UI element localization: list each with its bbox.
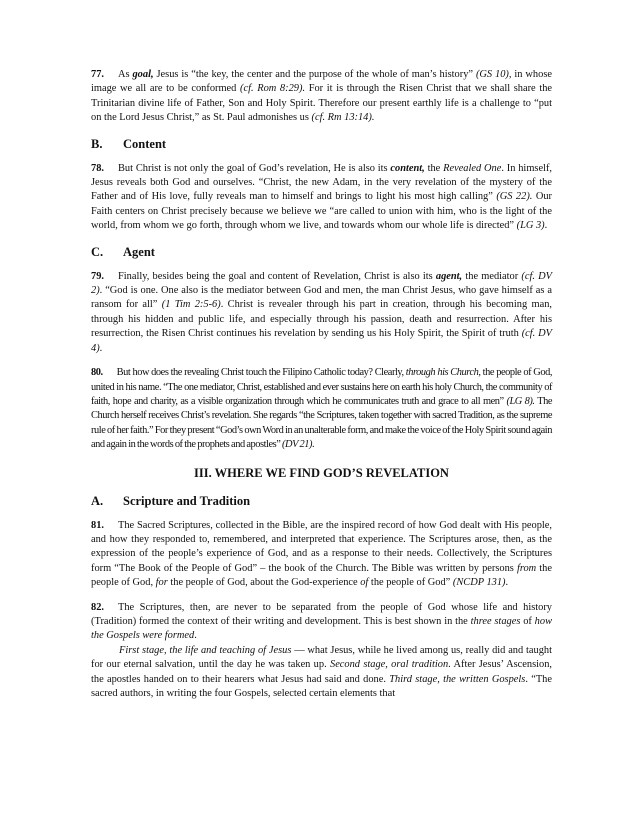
paragraph-number: 80. <box>91 367 103 379</box>
citation: (GS 10), <box>475 69 512 80</box>
text-run: the people of God, about the God-experience <box>167 577 361 589</box>
paragraph-number: 77. <box>91 69 104 80</box>
text-run: the people of God, united in his name. “The one mediator, Christ, established and ever sustains here on earth his holy Church, the community of faith, hope and charity, as a visible organization through which he communicates truth and grace to all men” <box>91 367 552 407</box>
text-run: the mediator <box>462 270 522 282</box>
text-run: . “God is one. One also is the mediator between God and men, the man Christ Jesus, who gave himself as a ransom for all” <box>91 285 552 311</box>
citation: (NCDP 131) <box>452 577 506 589</box>
citation: (cf. Rm 13:14). <box>311 112 375 124</box>
paragraph-number: 82. <box>91 601 104 613</box>
paragraph-80 <box>91 366 552 452</box>
emphasis-from: from <box>516 562 537 574</box>
text-run: in whose image we all are to be conformed <box>91 69 552 95</box>
text-run: . Christ is revealer through his part in creation, through his becoming man, through his hidden and public life, and especially through his passion, death and resurrection. After his resurrection, the Risen Christ continues his revelation by sending us his Holy Spirit, the Spirit of truth <box>91 299 552 340</box>
text-run: As <box>118 69 133 80</box>
text-run: The Scriptures, then, are never to be separated from the people of God whose life and history (Tradition) formed the context of their writing and development. This is best shown in the <box>91 601 552 627</box>
section-title: Scripture and Tradition <box>123 493 251 508</box>
paragraph-77 <box>91 68 552 126</box>
text-run: Our Faith centers on Christ precisely because we believe we “are called to union with him, who is the light of the world, from whom we go forth, through whom we live, and towards whom our whole life is directed” <box>91 191 552 232</box>
text-run: — what Jesus, while he lived among us, really did and taught for our eternal salvation, until the day he was taken up. <box>91 644 552 671</box>
text-run: . <box>505 577 509 589</box>
emphasis-second-stage: Second stage, oral tradition <box>330 659 449 671</box>
emphasis-revealed-one: Revealed One <box>443 162 502 174</box>
section-letter: B. <box>91 136 103 151</box>
section-heading-scripture-tradition <box>91 493 552 509</box>
text-run: . <box>311 439 315 451</box>
text-run: . “The sacred authors, in writing the four Gospels, selected certain elements that <box>91 673 552 699</box>
text-run: . <box>544 220 548 232</box>
text-run: But how does the revealing Christ touch the Filipino Catholic today? Clearly, <box>116 367 406 379</box>
section-title: Agent <box>123 244 155 259</box>
text-run: Finally, besides being the goal and content of Revelation, Christ is also its <box>118 270 436 282</box>
citation: (DV 21) <box>282 439 312 451</box>
part-heading: III. WHERE WE FIND GOD’S REVELATION <box>194 465 449 480</box>
emphasis-agent: agent, <box>435 270 463 282</box>
paragraph-82 <box>91 601 552 644</box>
text-run: the people of God” <box>368 577 453 589</box>
text-run: . In himself, Jesus reveals both God and ourselves. “Christ, the new Adam, in the very revelation of the mystery of the Father and of His love, fully reveals man to himself and brings to light his most high calling” <box>91 162 553 203</box>
section-title: Content <box>123 136 167 151</box>
paragraph-78 <box>91 162 552 234</box>
section-letter: C. <box>91 244 104 259</box>
paragraph-number: 79. <box>91 270 104 282</box>
text-run: . <box>99 342 103 354</box>
text-run: Jesus is “the key, the center and the purpose of the whole of man’s history” <box>153 69 476 80</box>
emphasis-goal: goal, <box>132 69 154 80</box>
citation: (cf. DV 4) <box>91 328 552 354</box>
paragraph-81 <box>91 519 552 591</box>
paragraph-number: 78. <box>91 162 104 174</box>
citation: (GS 22). <box>496 191 533 203</box>
text-run: . After Jesus’ Ascension, the apostles handed on to their hearers what Jesus had said and done. <box>91 659 552 685</box>
text-run: . <box>194 630 197 642</box>
section-heading-content <box>91 136 552 152</box>
text-run: But Christ is not only the goal of God’s revelation, He is also its <box>118 162 391 174</box>
paragraph-number: 81. <box>91 519 104 531</box>
text-run: the <box>424 162 444 174</box>
text-run: For it is through the Risen Christ that we shall share the Trinitarian divine life of Father, Son and Holy Spirit. Therefore our present earthly life is a challenge to “put on the Lord Jesus Christ,” as St. Paul admonishes us <box>91 83 553 124</box>
emphasis-three-stages: three stages <box>470 615 521 627</box>
emphasis-content: content, <box>390 162 425 174</box>
text-run: of <box>520 615 535 627</box>
emphasis-how-gospels-formed: how the Gospels were formed <box>91 615 552 642</box>
paragraph-82-stages <box>91 644 552 702</box>
emphasis-third-stage: Third stage, the written Gospels <box>389 673 526 685</box>
section-letter: A. <box>91 493 104 508</box>
emphasis-first-stage: First stage, the life and teaching of Jesus <box>119 644 292 656</box>
paragraph-79 <box>91 270 552 356</box>
emphasis-of: of <box>360 577 369 589</box>
text-run: The Church herself receives Christ’s revelation. She regards “the Scriptures, taken together with sacred Tradition, as the supreme rule of her faith.” For they present “God’s own Word in an unalterable form, and make the voice of the Holy Spirit sound again and again in the words of the prophets and apostles” <box>91 395 552 451</box>
section-heading-agent <box>91 244 552 260</box>
emphasis-through-church: through his Church, <box>405 367 481 379</box>
citation: (1 Tim 2:5-6) <box>161 299 221 311</box>
citation: (cf. DV 2) <box>91 270 552 297</box>
text-run: the people of God, <box>91 562 552 589</box>
emphasis-for: for <box>155 577 168 589</box>
citation: (LG 3) <box>516 220 545 232</box>
text-run: The Sacred Scriptures, collected in the Bible, are the inspired record of how God dealt with His people, and how they responded to, remembered, and interpreted that experience. The Scriptures arose, then, as the expression of the people’s experience of God, and as a response to their needs. Collectively, the Scriptures form “The Book of the People of God” – the book of the Church. The Bible was written by persons <box>91 519 552 574</box>
citation: (cf. Rom 8:29). <box>240 83 306 95</box>
citation: (LG 8). <box>506 395 535 407</box>
